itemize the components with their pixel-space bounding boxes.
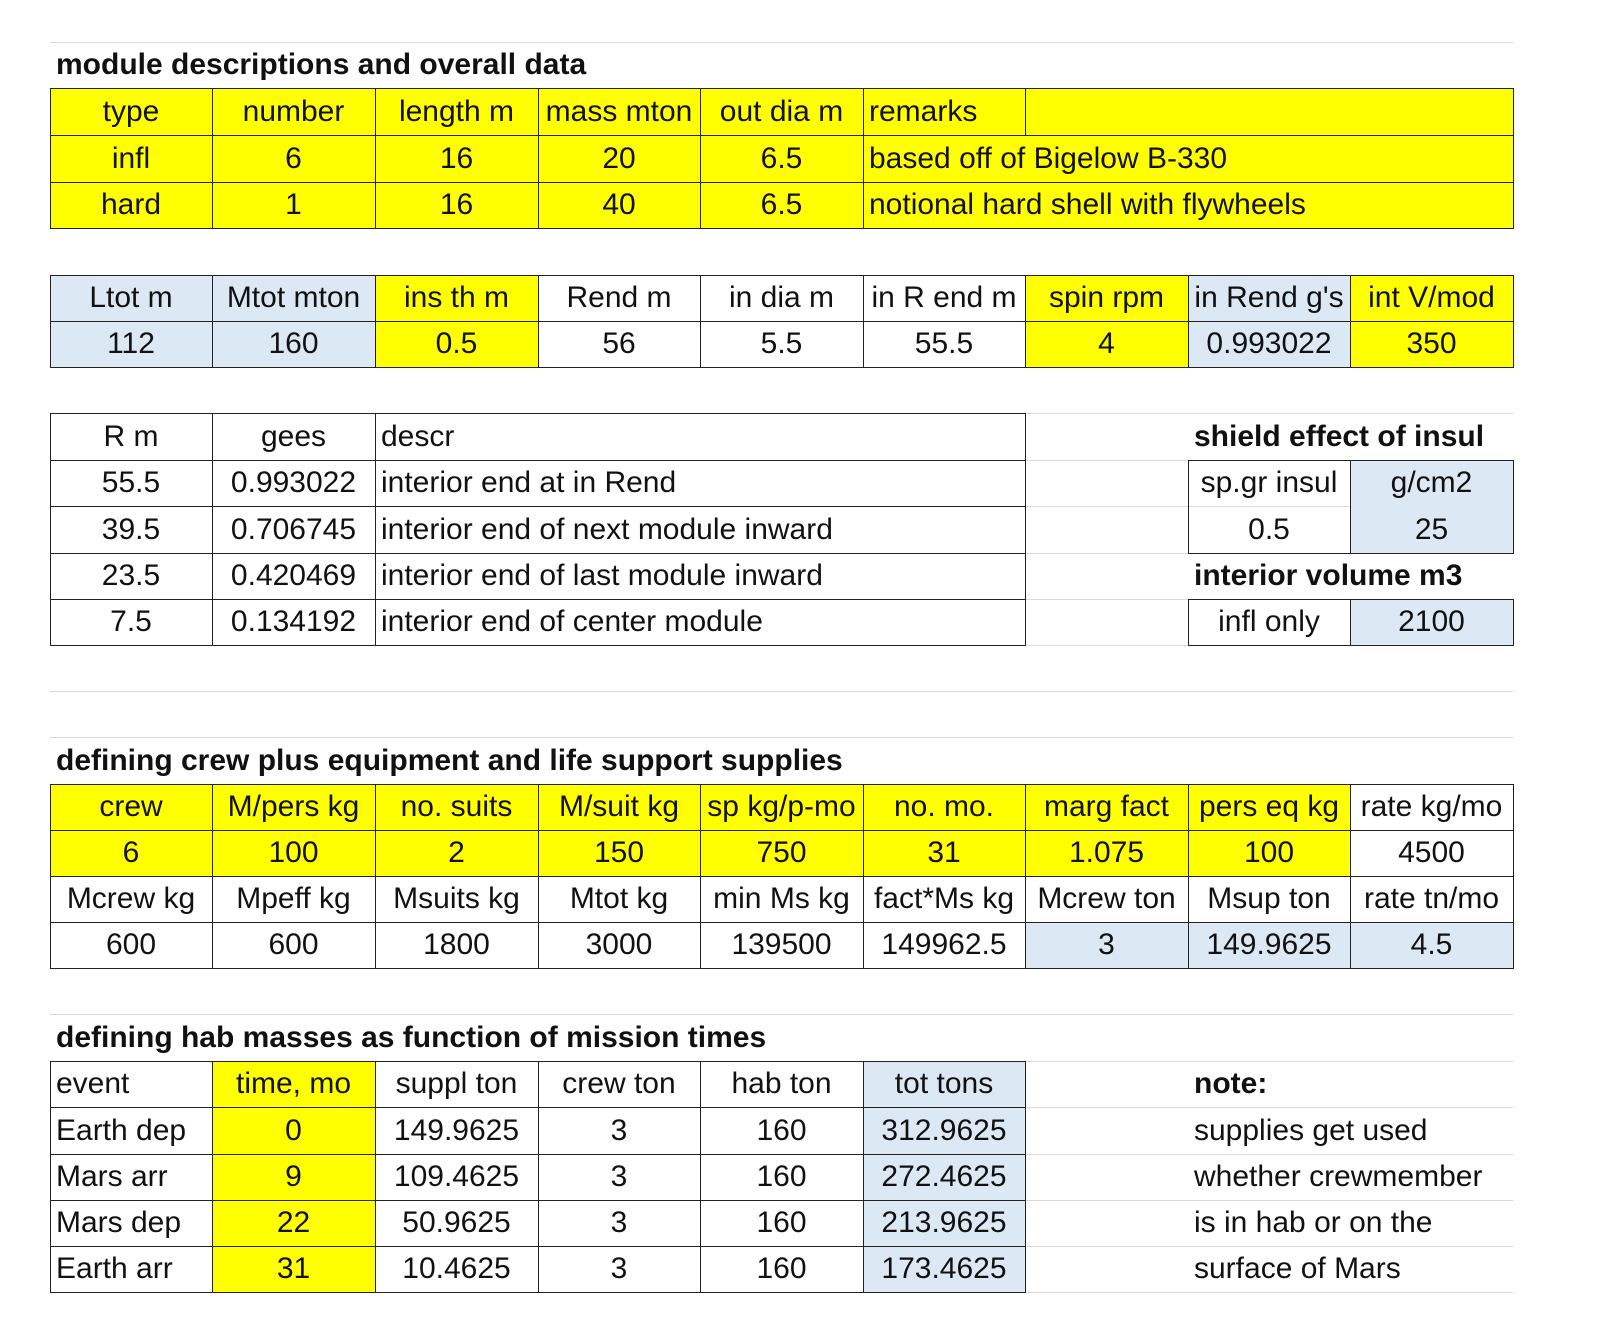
table-cell[interactable]: infl xyxy=(50,135,212,182)
table-cell[interactable]: 55.5 xyxy=(101,466,161,499)
border-line xyxy=(1188,599,1514,600)
table-cell[interactable]: 160 xyxy=(756,1160,807,1193)
border-line xyxy=(1513,460,1514,554)
table-cell[interactable]: interior end of last module inward xyxy=(381,559,823,592)
border-line xyxy=(1350,599,1351,646)
column-header[interactable]: R m xyxy=(103,419,159,453)
column-header[interactable]: sp kg/p-mo xyxy=(700,784,863,830)
border-line xyxy=(538,88,539,229)
table-cell[interactable]: interior end at in Rend xyxy=(381,466,677,499)
table-cell[interactable]: 149.9625 xyxy=(1188,922,1350,968)
table-cell[interactable]: 6 xyxy=(50,830,212,876)
column-header[interactable]: Mtot kg xyxy=(569,882,669,915)
column-header[interactable]: out dia m xyxy=(700,88,863,135)
note-line[interactable]: whether crewmember xyxy=(1194,1160,1483,1193)
border-line xyxy=(1188,553,1514,554)
column-header[interactable]: hab ton xyxy=(731,1067,832,1100)
border-line xyxy=(863,1061,864,1293)
table-cell[interactable]: 0.706745 xyxy=(230,512,357,546)
table-cell[interactable]: based off of Bigelow B-330 xyxy=(863,135,1513,182)
table-cell[interactable]: 22 xyxy=(212,1200,375,1246)
table-cell[interactable]: 0.134192 xyxy=(230,605,357,638)
table-cell[interactable]: Earth arr xyxy=(56,1252,173,1285)
table-cell[interactable]: 150 xyxy=(538,830,700,876)
border-line xyxy=(1188,599,1189,646)
table-cell[interactable]: 213.9625 xyxy=(863,1200,1025,1246)
border-line xyxy=(50,784,51,969)
column-header[interactable]: int V/mod xyxy=(1350,275,1513,321)
border-line xyxy=(375,275,376,368)
border-line xyxy=(50,182,1514,183)
table-cell[interactable]: 3 xyxy=(1025,922,1188,968)
column-header[interactable]: remarks xyxy=(863,88,1513,135)
border-line xyxy=(1025,784,1026,969)
table-cell[interactable]: 4 xyxy=(1025,321,1188,367)
section-title[interactable]: module descriptions and overall data xyxy=(56,48,587,81)
border-line xyxy=(1188,460,1189,554)
column-header[interactable]: event xyxy=(56,1067,130,1100)
table-cell[interactable]: 0.5 xyxy=(375,321,538,367)
column-header[interactable]: fact*Ms kg xyxy=(873,882,1015,915)
column-header[interactable]: Mpeff kg xyxy=(236,882,351,915)
border-line xyxy=(1025,1061,1026,1293)
table-cell[interactable]: 600 xyxy=(268,928,319,961)
border-line xyxy=(50,922,1514,923)
table-cell[interactable]: 4.5 xyxy=(1350,922,1513,968)
table-cell[interactable]: 3 xyxy=(610,1252,628,1285)
column-header[interactable]: Mtot mton xyxy=(212,275,375,321)
column-header[interactable]: mass mton xyxy=(538,88,700,135)
column-header[interactable]: Msuits kg xyxy=(393,882,520,915)
border-line xyxy=(375,413,376,646)
column-header[interactable]: crew ton xyxy=(562,1067,676,1100)
column-header[interactable]: type xyxy=(50,88,212,135)
border-line xyxy=(1513,784,1514,969)
border-line xyxy=(863,784,864,969)
border-line xyxy=(50,88,51,229)
border-line xyxy=(50,506,1026,507)
column-header[interactable]: M/pers kg xyxy=(212,784,375,830)
border-line xyxy=(50,599,1026,600)
column-header[interactable]: no. mo. xyxy=(863,784,1025,830)
border-line xyxy=(50,88,1514,89)
table-cell[interactable]: interior end of center module xyxy=(381,605,763,638)
section-title[interactable]: defining hab masses as function of mission times xyxy=(56,1020,767,1054)
border-line xyxy=(50,645,1026,646)
border-line xyxy=(50,413,1026,414)
border-line xyxy=(212,88,213,229)
gridline xyxy=(50,691,1513,692)
border-line xyxy=(538,784,539,969)
table-cell[interactable]: 1 xyxy=(212,182,375,228)
border-line xyxy=(50,876,1514,877)
column-header[interactable]: Mcrew ton xyxy=(1037,882,1176,915)
border-line xyxy=(700,1061,701,1293)
table-cell[interactable]: Mars dep xyxy=(56,1206,182,1239)
table-cell[interactable]: 160 xyxy=(756,1206,807,1239)
table-cell[interactable]: 173.4625 xyxy=(863,1246,1025,1292)
table-cell[interactable]: 0.5 xyxy=(1248,512,1290,546)
table-cell[interactable]: infl only xyxy=(1218,605,1320,638)
table-cell[interactable]: 750 xyxy=(700,830,863,876)
column-header[interactable]: pers eq kg xyxy=(1188,784,1350,830)
table-cell[interactable]: 2 xyxy=(375,830,538,876)
border-line xyxy=(1025,275,1026,368)
section-title[interactable]: defining crew plus equipment and life support supplies xyxy=(56,743,843,777)
column-header[interactable]: M/suit kg xyxy=(538,784,700,830)
table-cell[interactable]: 6.5 xyxy=(700,135,863,182)
border-line xyxy=(50,367,1514,368)
table-cell[interactable]: 109.4625 xyxy=(393,1160,520,1193)
border-line xyxy=(1350,275,1351,368)
table-cell[interactable]: 4500 xyxy=(1398,836,1465,869)
border-line xyxy=(538,275,539,368)
border-line xyxy=(50,553,1026,554)
column-header[interactable]: suppl ton xyxy=(395,1067,518,1100)
table-cell[interactable]: 16 xyxy=(375,135,538,182)
table-cell[interactable]: 272.4625 xyxy=(863,1154,1025,1200)
note-title[interactable]: note: xyxy=(1194,1067,1268,1100)
column-header[interactable]: crew xyxy=(50,784,212,830)
table-cell[interactable]: 0 xyxy=(212,1107,375,1154)
table-cell[interactable]: 1800 xyxy=(423,928,490,961)
column-header[interactable]: sp.gr insul xyxy=(1200,466,1338,499)
border-line xyxy=(375,88,376,229)
table-cell[interactable]: 31 xyxy=(212,1246,375,1292)
border-line xyxy=(700,784,701,969)
border-line xyxy=(212,784,213,969)
table-cell[interactable]: 0.420469 xyxy=(230,559,357,592)
table-cell[interactable]: 3000 xyxy=(585,928,653,961)
column-header[interactable]: in R end m xyxy=(871,281,1017,314)
table-cell[interactable]: 3 xyxy=(610,1206,628,1239)
table-cell[interactable]: 10.4625 xyxy=(402,1252,511,1285)
border-line xyxy=(538,1061,539,1293)
table-cell[interactable]: 23.5 xyxy=(101,559,161,592)
column-header[interactable]: Ltot m xyxy=(50,275,212,321)
table-cell[interactable]: 112 xyxy=(50,321,212,367)
table-cell[interactable]: 0.993022 xyxy=(230,466,357,499)
table-cell[interactable]: 7.5 xyxy=(110,605,152,638)
table-cell[interactable]: notional hard shell with flywheels xyxy=(863,182,1513,228)
column-header[interactable]: no. suits xyxy=(375,784,538,830)
border-line xyxy=(50,135,1514,136)
border-line xyxy=(375,1061,376,1293)
table-cell[interactable]: 9 xyxy=(212,1154,375,1200)
border-line xyxy=(863,275,864,368)
table-cell[interactable]: 312.9625 xyxy=(863,1107,1025,1154)
table-cell[interactable]: interior end of next module inward xyxy=(381,512,833,546)
column-header[interactable]: number xyxy=(212,88,375,135)
table-cell[interactable]: 149962.5 xyxy=(881,928,1007,961)
table-cell[interactable]: hard xyxy=(50,182,212,228)
table-cell[interactable]: 100 xyxy=(1188,830,1350,876)
table-cell[interactable]: 5.5 xyxy=(760,327,803,360)
table-cell[interactable]: 55.5 xyxy=(914,327,974,360)
border-line xyxy=(50,830,1514,831)
border-line xyxy=(50,413,51,646)
note-line[interactable]: supplies get used xyxy=(1194,1113,1428,1147)
border-line xyxy=(50,968,1514,969)
border-line xyxy=(1350,460,1351,554)
table-cell[interactable]: 139500 xyxy=(731,928,832,961)
border-line xyxy=(1188,275,1189,368)
table-cell[interactable]: 6 xyxy=(212,135,375,182)
column-header[interactable]: ins th m xyxy=(375,275,538,321)
table-cell[interactable]: 6.5 xyxy=(700,182,863,228)
column-header[interactable]: length m xyxy=(375,88,538,135)
border-line xyxy=(1025,88,1026,136)
column-header[interactable]: g/cm2 xyxy=(1350,460,1513,506)
border-line xyxy=(1188,784,1189,969)
table-cell[interactable]: 3 xyxy=(610,1113,628,1147)
border-line xyxy=(1188,645,1514,646)
table-cell[interactable]: 2100 xyxy=(1350,599,1513,645)
border-line xyxy=(375,784,376,969)
border-line xyxy=(700,275,701,368)
note-line[interactable]: surface of Mars xyxy=(1194,1252,1401,1285)
table-cell[interactable]: 20 xyxy=(538,135,700,182)
column-header[interactable]: tot tons xyxy=(863,1061,1025,1107)
border-line xyxy=(700,88,701,229)
column-header[interactable]: descr xyxy=(381,419,455,453)
border-line xyxy=(50,321,1514,322)
column-header[interactable]: Rend m xyxy=(566,281,672,314)
border-line xyxy=(50,1061,51,1293)
border-line xyxy=(50,228,1514,229)
border-line xyxy=(1025,413,1026,646)
column-header[interactable]: time, mo xyxy=(212,1061,375,1107)
border-line xyxy=(212,413,213,646)
border-line xyxy=(1350,784,1351,969)
table-cell[interactable]: 350 xyxy=(1350,321,1513,367)
table-cell[interactable]: 31 xyxy=(863,830,1025,876)
table-cell[interactable]: 0.993022 xyxy=(1188,321,1350,367)
border-line xyxy=(863,88,864,229)
border-line xyxy=(50,460,1026,461)
border-line xyxy=(212,275,213,368)
table-cell[interactable]: Mars arr xyxy=(56,1160,168,1193)
column-header[interactable]: in Rend g's xyxy=(1188,275,1350,321)
table-cell[interactable]: 600 xyxy=(105,928,157,961)
table-cell[interactable]: 100 xyxy=(212,830,375,876)
note-line[interactable]: is in hab or on the xyxy=(1194,1206,1433,1239)
border-line xyxy=(1513,88,1514,229)
table-cell[interactable]: 25 xyxy=(1350,506,1513,553)
border-line xyxy=(50,784,1514,785)
column-header[interactable]: rate tn/mo xyxy=(1363,882,1500,915)
table-cell[interactable]: 149.9625 xyxy=(393,1113,520,1147)
table-cell[interactable]: 39.5 xyxy=(101,512,161,546)
border-line xyxy=(212,1061,213,1293)
section-title[interactable]: shield effect of insul xyxy=(1194,419,1485,453)
section-title[interactable]: interior volume m3 xyxy=(1194,559,1463,592)
table-cell[interactable]: 50.9625 xyxy=(402,1206,511,1239)
border-line xyxy=(50,275,1514,276)
table-cell[interactable]: 160 xyxy=(756,1252,807,1285)
table-cell[interactable]: 1.075 xyxy=(1025,830,1188,876)
table-cell[interactable]: Earth dep xyxy=(56,1113,187,1147)
column-header[interactable]: spin rpm xyxy=(1025,275,1188,321)
border-line xyxy=(1513,599,1514,646)
border-line xyxy=(50,275,51,368)
column-header[interactable]: min Ms kg xyxy=(713,882,850,915)
table-cell[interactable]: 16 xyxy=(375,182,538,228)
table-cell[interactable]: 160 xyxy=(212,321,375,367)
table-cell[interactable]: 160 xyxy=(756,1113,807,1147)
border-line xyxy=(1188,460,1514,461)
table-cell[interactable]: 40 xyxy=(538,182,700,228)
table-cell[interactable]: 56 xyxy=(602,327,636,360)
border-line xyxy=(1513,275,1514,368)
column-header[interactable]: in dia m xyxy=(728,281,835,314)
column-header[interactable]: gees xyxy=(260,419,327,453)
column-header[interactable]: rate kg/mo xyxy=(1360,790,1503,823)
table-cell[interactable]: 3 xyxy=(610,1160,628,1193)
column-header[interactable]: Mcrew kg xyxy=(66,882,196,915)
column-header[interactable]: Msup ton xyxy=(1207,882,1331,915)
column-header[interactable]: marg fact xyxy=(1025,784,1188,830)
